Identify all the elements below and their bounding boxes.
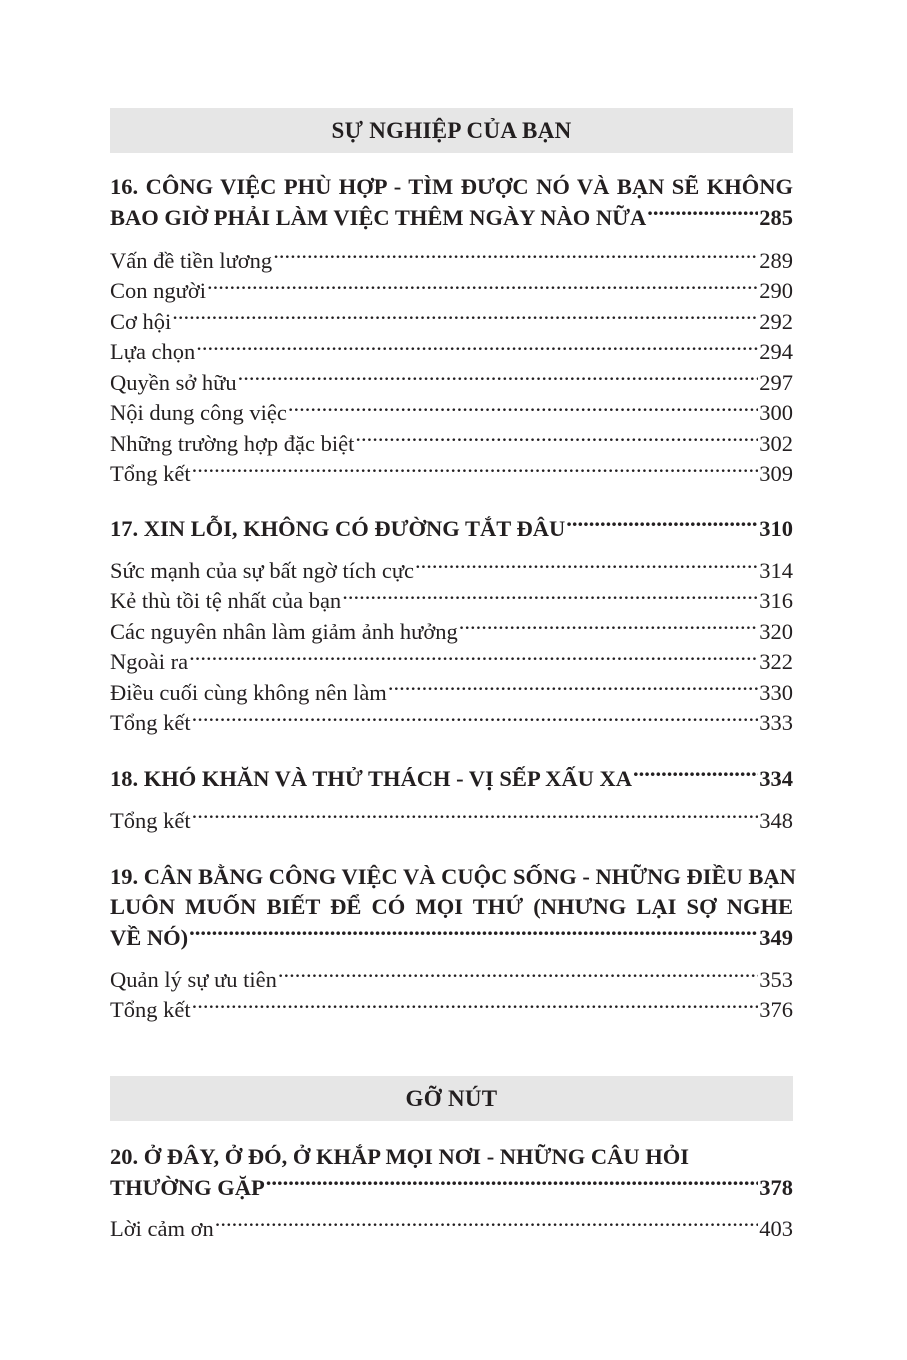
- entry-title: Lựa chọn: [110, 339, 196, 364]
- toc-entry[interactable]: [110, 586, 793, 617]
- entry-title: Con người: [110, 278, 206, 303]
- entry-list: [110, 245, 793, 489]
- chapter-title-text: THƯỜNG GẶP: [110, 1174, 265, 1200]
- entry-title: Vấn đề tiền lương: [110, 247, 273, 273]
- entry-title: Tổng kết: [110, 997, 191, 1022]
- dot-leader: [215, 1213, 758, 1236]
- page-number: 376: [759, 997, 793, 1022]
- chapter-title-last-line: [110, 513, 793, 544]
- entry-title: Tổng kết: [110, 710, 191, 735]
- dot-leader: [207, 276, 758, 299]
- chapter-title-line: 20. Ở ĐÂY, Ở ĐÓ, Ở KHẮP MỌI NƠI - NHỮNG CÂU HỎI: [110, 1144, 689, 1169]
- chapter-heading[interactable]: [110, 1142, 793, 1203]
- page-number: 300: [759, 400, 793, 425]
- dot-leader: [459, 616, 758, 639]
- page-number: 314: [759, 557, 793, 583]
- entry-list: [110, 805, 793, 836]
- page-number: 309: [759, 461, 793, 486]
- toc-entry[interactable]: [110, 1213, 793, 1244]
- toc-entry[interactable]: [110, 276, 793, 307]
- entry-title: Các nguyên nhân làm giảm ảnh hưởng: [110, 618, 458, 644]
- toc-entry[interactable]: [110, 337, 793, 368]
- page-number: 322: [759, 649, 793, 674]
- dot-leader: [278, 964, 758, 987]
- page-number: 353: [759, 966, 793, 992]
- entry-title: Kẻ thù tồi tệ nhất của bạn: [110, 588, 342, 613]
- entry-title: Quyền sở hữu: [110, 369, 237, 395]
- chapter-heading[interactable]: [110, 763, 793, 794]
- dot-leader: [633, 763, 758, 786]
- page-number: 349: [759, 924, 793, 950]
- section-banner: [110, 1076, 793, 1121]
- section-title: SỰ NGHIỆP CỦA BẠN: [331, 117, 572, 143]
- toc-entry[interactable]: [110, 306, 793, 337]
- dot-leader: [189, 647, 758, 670]
- dot-leader: [273, 245, 758, 268]
- toc-entry[interactable]: [110, 647, 793, 678]
- dot-leader: [172, 306, 758, 329]
- page-number: 302: [759, 430, 793, 456]
- toc-entry[interactable]: [110, 428, 793, 459]
- entry-title: Những trường hợp đặc biệt: [110, 430, 355, 456]
- toc-entry[interactable]: [110, 459, 793, 490]
- dot-leader: [415, 555, 758, 578]
- page-number: 289: [759, 247, 793, 273]
- page-number: 320: [759, 618, 793, 644]
- toc-entry[interactable]: [110, 708, 793, 739]
- dot-leader: [238, 367, 759, 390]
- chapter-title-last-line: [110, 763, 793, 794]
- toc-entry[interactable]: [110, 555, 793, 586]
- dot-leader: [647, 202, 758, 225]
- chapter-title-text: 17. XIN LỖI, KHÔNG CÓ ĐƯỜNG TẮT ĐÂU: [110, 515, 566, 541]
- dot-leader: [192, 805, 759, 828]
- chapter-title-line: 19. CÂN BẰNG CÔNG VIỆC VÀ CUỘC SỐNG - NHỮNG ĐIỀU BẠN: [110, 864, 796, 889]
- table-of-contents-page: [110, 0, 796, 1360]
- page-number: 334: [759, 765, 793, 791]
- toc-entry[interactable]: [110, 616, 793, 647]
- page-number: 316: [759, 588, 793, 613]
- entry-title: Nội dung công việc: [110, 400, 287, 425]
- dot-leader: [196, 337, 758, 360]
- entry-title: Cơ hội: [110, 308, 172, 334]
- page-number: 333: [759, 710, 793, 735]
- page-number: 290: [759, 278, 793, 303]
- entry-title: Điều cuối cùng không nên làm: [110, 679, 387, 705]
- section-title: GỠ NÚT: [405, 1085, 498, 1111]
- toc-entry[interactable]: [110, 995, 793, 1026]
- entry-title: Tổng kết: [110, 807, 191, 833]
- page-number: 330: [759, 679, 793, 705]
- toc-entry[interactable]: [110, 245, 793, 276]
- entry-title: Lời cảm ơn: [110, 1215, 214, 1241]
- toc-entry[interactable]: [110, 805, 793, 836]
- chapter-heading[interactable]: [110, 513, 793, 544]
- toc-entry[interactable]: [110, 398, 793, 429]
- chapter-title-text: BAO GIỜ PHẢI LÀM VIỆC THÊM NGÀY NÀO NỮA: [110, 204, 647, 230]
- dot-leader: [566, 513, 758, 536]
- page-number: 348: [759, 807, 793, 833]
- chapter-heading[interactable]: [110, 862, 796, 953]
- dot-leader: [355, 428, 758, 451]
- entry-title: Tổng kết: [110, 461, 191, 486]
- entry-title: Quản lý sự ưu tiên: [110, 966, 277, 992]
- dot-leader: [388, 677, 758, 700]
- entry-list: [110, 964, 793, 1025]
- page-number: 297: [759, 369, 793, 395]
- page-number: 294: [759, 339, 793, 364]
- page-number: 378: [759, 1174, 793, 1200]
- dot-leader: [192, 459, 759, 482]
- entry-title: Sức mạnh của sự bất ngờ tích cực: [110, 557, 415, 583]
- section-banner: [110, 108, 793, 153]
- page-number: 285: [759, 204, 793, 230]
- page-number: 403: [759, 1215, 793, 1241]
- dot-leader: [192, 995, 759, 1018]
- toc-entry[interactable]: [110, 677, 793, 708]
- toc-entry[interactable]: [110, 367, 793, 398]
- chapter-title-line: LUÔN MUỐN BIẾT ĐỂ CÓ MỌI THỨ (NHƯNG LẠI SỢ NGHE: [110, 894, 793, 919]
- chapter-title-last-line: [110, 922, 793, 953]
- dot-leader: [189, 922, 758, 945]
- page-number: 310: [759, 515, 793, 541]
- dot-leader: [266, 1172, 758, 1195]
- entry-list: [110, 555, 793, 738]
- chapter-heading[interactable]: [110, 172, 793, 233]
- dot-leader: [342, 586, 758, 609]
- page-number: 292: [759, 308, 793, 334]
- entry-list: [110, 1213, 793, 1244]
- toc-entry[interactable]: [110, 964, 793, 995]
- entry-title: Ngoài ra: [110, 649, 189, 674]
- chapter-title-text: 18. KHÓ KHĂN VÀ THỬ THÁCH - VỊ SẾP XẤU XA: [110, 765, 632, 791]
- dot-leader: [192, 708, 759, 731]
- dot-leader: [288, 398, 758, 421]
- chapter-title-text: VỀ NÓ): [110, 924, 189, 950]
- chapter-title-last-line: [110, 202, 793, 233]
- chapter-title-line: 16. CÔNG VIỆC PHÙ HỢP - TÌM ĐƯỢC NÓ VÀ BẠN SẼ KHÔNG: [110, 174, 793, 199]
- chapter-title-last-line: [110, 1172, 793, 1203]
